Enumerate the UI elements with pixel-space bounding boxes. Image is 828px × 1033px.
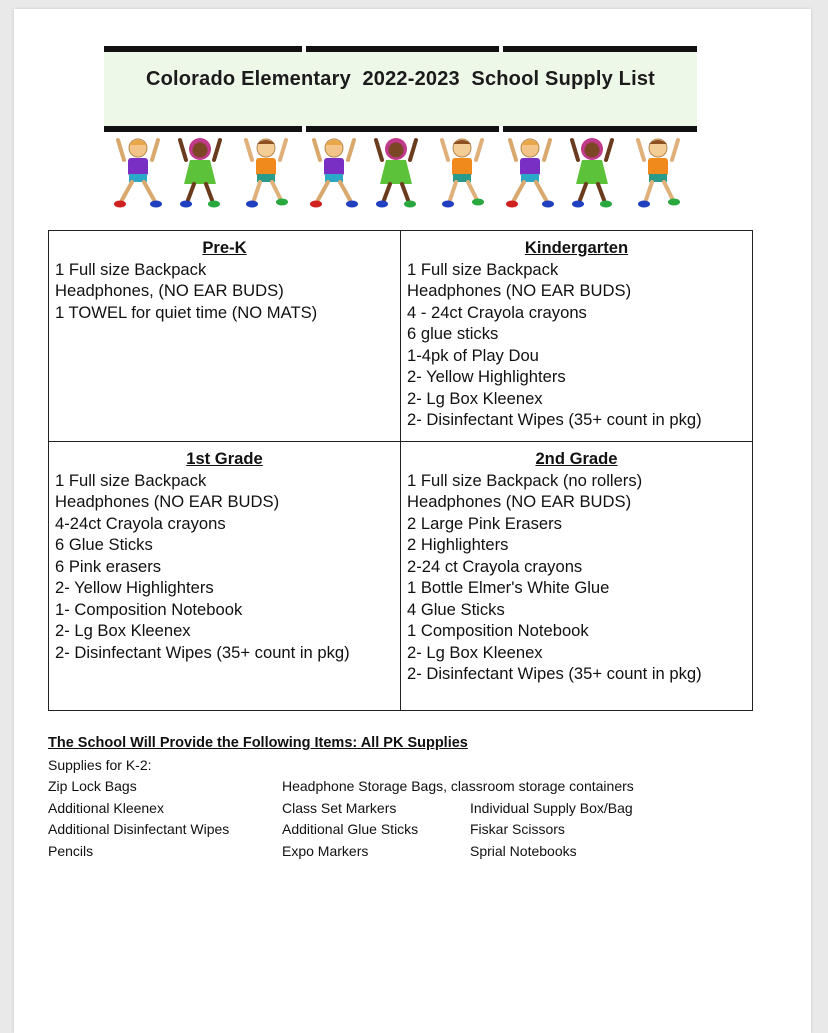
second-grade-cell — [401, 442, 753, 711]
first-grade-title: 1st Grade — [186, 449, 263, 468]
second-grade-list — [407, 470, 746, 685]
first-grade-list — [55, 470, 394, 664]
page-title — [104, 68, 697, 91]
list-item: 1 Full size Backpack — [55, 470, 207, 490]
list-item: 1-4pk of Play Dou — [407, 345, 539, 365]
list-item: 2- Yellow Highlighters — [407, 367, 566, 386]
kids-illustration — [104, 130, 704, 212]
list-item: 1 Full size Backpack (no rollers) — [407, 470, 643, 490]
provided-heading: The School Will Provide the Following Items: All PK Supplies — [48, 735, 468, 751]
list-item: Headphones, (NO EAR BUDS) — [55, 281, 284, 300]
list-item: Additional Disinfectant Wipes — [48, 821, 230, 837]
list-item: Headphones (NO EAR BUDS) — [407, 492, 632, 511]
provided-col-1 — [48, 776, 229, 862]
list-item: 2- Disinfectant Wipes (35+ count in pkg) — [55, 642, 350, 662]
list-item: Individual Supply Box/Bag — [470, 799, 633, 816]
list-item: 2- Lg Box Kleenex — [407, 642, 543, 662]
list-item: Headphones (NO EAR BUDS) — [55, 492, 280, 511]
list-item: 2 Large Pink Erasers — [407, 513, 562, 533]
prek-cell — [49, 231, 401, 442]
list-item: Class Set Markers — [282, 799, 397, 816]
list-item: Additional Kleenex — [48, 799, 164, 816]
list-item: 1 Bottle Elmer's White Glue — [407, 578, 610, 597]
list-item: Expo Markers — [282, 842, 369, 859]
list-item: 1 TOWEL for quiet time (NO MATS) — [55, 302, 318, 322]
list-item: 1 Full size Backpack — [55, 259, 207, 279]
list-item: Headphones (NO EAR BUDS) — [407, 281, 632, 300]
prek-list — [55, 259, 394, 324]
prek-title: Pre-K — [202, 238, 247, 257]
list-item: 2- Lg Box Kleenex — [407, 388, 543, 408]
list-item: 4-24ct Crayola crayons — [55, 513, 226, 533]
kindergarten-title: Kindergarten — [524, 238, 629, 257]
list-item: 6 glue sticks — [407, 324, 499, 343]
provided-subheading: Supplies for K-2: — [48, 756, 152, 773]
list-item: Sprial Notebooks — [470, 842, 577, 859]
list-item: Pencils — [48, 842, 94, 859]
list-item: 2- Disinfectant Wipes (35+ count in pkg) — [407, 410, 702, 429]
school-provided-section — [48, 733, 768, 866]
list-item: Additional Glue Sticks — [282, 821, 419, 837]
list-item: 2- Lg Box Kleenex — [55, 621, 191, 640]
list-item: 2- Yellow Highlighters — [55, 578, 214, 597]
list-item: Fiskar Scissors — [470, 821, 565, 837]
list-item: 4 Glue Sticks — [407, 599, 505, 619]
list-item: 6 Pink erasers — [55, 556, 162, 576]
title-top-rule — [104, 46, 697, 52]
list-item: 4 - 24ct Crayola crayons — [407, 302, 587, 322]
title-list: School Supply List — [471, 68, 656, 90]
second-grade-title: 2nd Grade — [535, 449, 618, 468]
title-year: 2022-2023 — [362, 68, 460, 90]
list-item: 1 Full size Backpack — [407, 259, 559, 279]
list-item: 2- Disinfectant Wipes (35+ count in pkg) — [407, 664, 702, 683]
list-item: 1- Composition Notebook — [55, 599, 243, 619]
provided-col-3 — [470, 798, 633, 863]
supply-table — [48, 230, 753, 711]
list-item: Zip Lock Bags — [48, 778, 137, 794]
list-item: Headphone Storage Bags, classroom storage containers — [282, 778, 634, 794]
first-grade-cell — [49, 442, 401, 711]
title-school: Colorado Elementary — [145, 68, 351, 90]
list-item: 2 Highlighters — [407, 535, 509, 554]
list-item: 2-24 ct Crayola crayons — [407, 556, 583, 576]
kindergarten-list — [407, 259, 746, 431]
list-item: 6 Glue Sticks — [55, 535, 153, 554]
list-item: 1 Composition Notebook — [407, 621, 589, 640]
kindergarten-cell — [401, 231, 753, 442]
